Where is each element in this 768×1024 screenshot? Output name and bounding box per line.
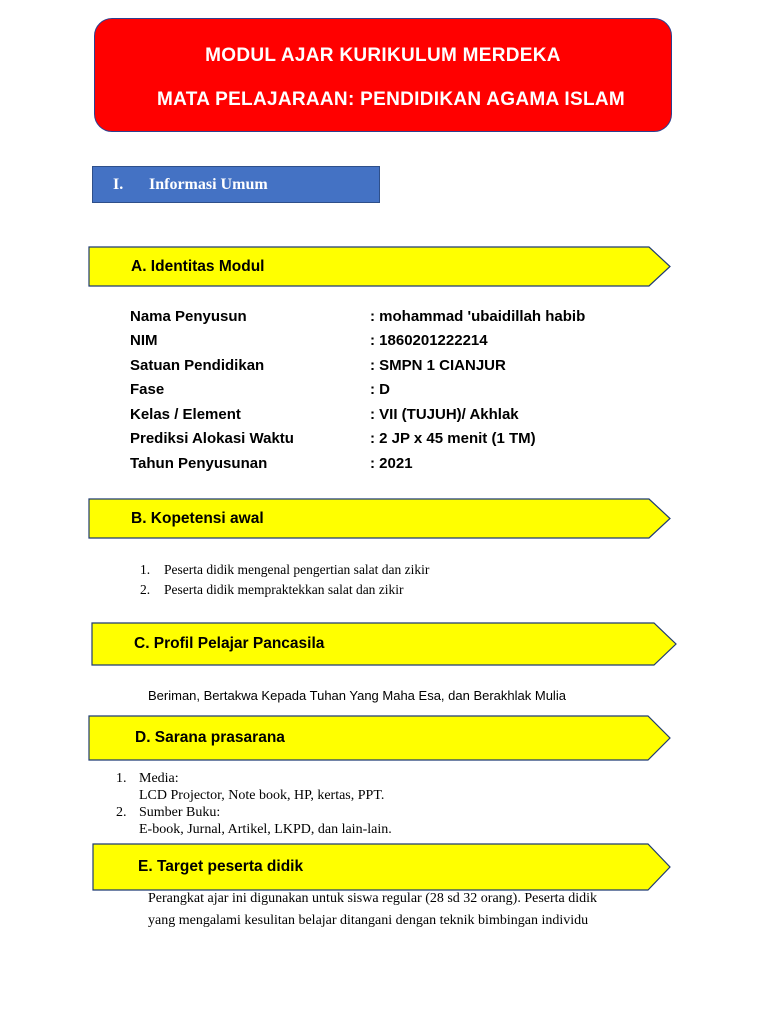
list-number: 2. xyxy=(140,582,151,597)
identitas-key: Satuan Pendidikan xyxy=(130,357,265,374)
profil-text: Beriman, Bertakwa Kepada Tuhan Yang Maha Esa, dan Berakhlak Mulia xyxy=(148,688,566,703)
section-informasi-umum xyxy=(92,166,380,203)
identitas-value: : mohammad 'ubaidillah habib xyxy=(370,308,586,325)
header-target-peserta xyxy=(92,843,672,891)
target-line: yang mengalami kesulitan belajar ditangani dengan teknik bimbingan individu xyxy=(148,913,589,928)
header-kompetensi-awal xyxy=(88,498,672,539)
list-number: 1. xyxy=(116,771,127,786)
header-identitas-modul xyxy=(88,246,672,287)
identitas-value: : VII (TUJUH)/ Akhlak xyxy=(370,406,519,423)
section-title: Informasi Umum xyxy=(149,176,268,193)
identitas-value: : SMPN 1 CIANJUR xyxy=(370,357,506,374)
target-line: Perangkat ajar ini digunakan untuk siswa regular (28 sd 32 orang). Peserta didik xyxy=(148,891,598,906)
identitas-value: : 1860201222214 xyxy=(370,332,488,349)
header-label: C. Profil Pelajar Pancasila xyxy=(134,635,325,652)
identitas-key: Kelas / Element xyxy=(130,406,241,423)
identitas-key: Tahun Penyusunan xyxy=(130,455,268,472)
header-sarana-prasarana xyxy=(88,715,672,761)
identitas-value: : 2021 xyxy=(370,455,413,472)
banner-title: MODUL AJAR KURIKULUM MERDEKA xyxy=(205,45,561,66)
banner-subtitle: MATA PELAJARAAN: PENDIDIKAN AGAMA ISLAM xyxy=(156,89,626,110)
list-number: 1. xyxy=(140,562,151,577)
header-label: B. Kopetensi awal xyxy=(131,509,264,527)
header-profil-pancasila xyxy=(91,622,678,666)
header-label: E. Target peserta didik xyxy=(138,858,304,875)
identitas-key: Fase xyxy=(130,381,165,398)
header-label: A. Identitas Modul xyxy=(131,257,265,275)
identitas-key: Prediksi Alokasi Waktu xyxy=(130,430,294,447)
header-label: D. Sarana prasarana xyxy=(135,729,285,746)
title-banner xyxy=(94,18,672,132)
list-item-title: Media: xyxy=(139,771,179,786)
identitas-key: Nama Penyusun xyxy=(130,308,247,325)
identitas-value: : D xyxy=(370,381,390,398)
section-number: I. xyxy=(113,176,124,193)
list-item-title: Sumber Buku: xyxy=(139,805,221,820)
list-text: Peserta didik mempraktekkan salat dan zikir xyxy=(164,582,404,597)
list-item-detail: E-book, Jurnal, Artikel, LKPD, dan lain-lain. xyxy=(139,822,392,837)
list-item-detail: LCD Projector, Note book, HP, kertas, PPT. xyxy=(139,788,385,803)
list-text: Peserta didik mengenal pengertian salat dan zikir xyxy=(164,562,430,577)
identitas-value: : 2 JP x 45 menit (1 TM) xyxy=(370,430,536,447)
list-number: 2. xyxy=(116,805,127,820)
identitas-key: NIM xyxy=(130,332,158,349)
